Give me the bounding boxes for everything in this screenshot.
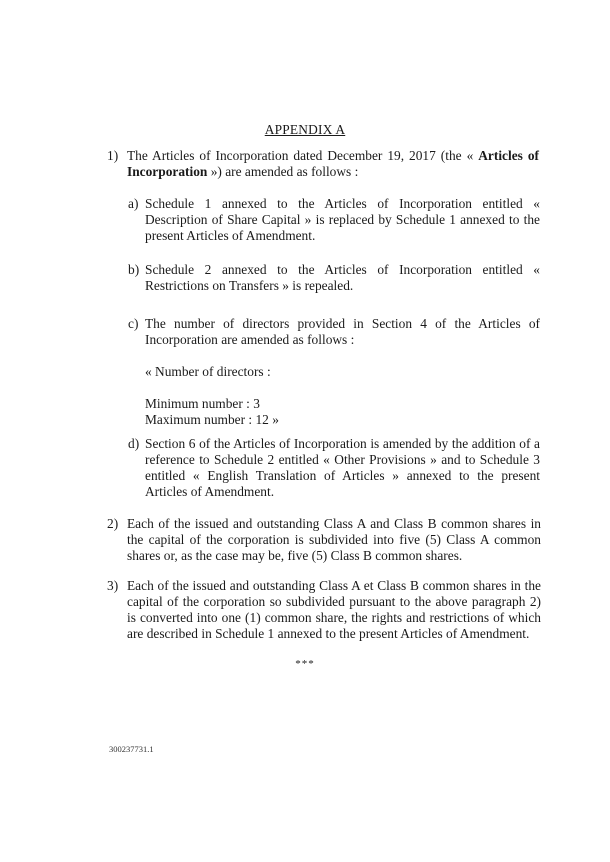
section-separator: *** <box>295 658 315 670</box>
sub-item-c-body: The number of directors provided in Section 4 of the Articles of Incorporation are amended as follows : <box>145 316 540 347</box>
sub-item-b-label: b) <box>128 262 140 277</box>
directors-heading: « Number of directors : <box>145 364 271 379</box>
sub-item-b <box>128 262 540 294</box>
sub-item-c <box>128 316 540 428</box>
item-2-text: Each of the issued and outstanding Class A and Class B common shares in the capital of the corporation is subdivided into five (5) Class A common shares or, as the case may be, five (5) Class B common shares. <box>127 516 541 563</box>
item-1-text-a: The Articles of Incorporation dated December 19, 2017 (the « <box>127 148 479 163</box>
document-reference-number: 300237731.1 <box>109 744 154 754</box>
item-1-text <box>127 148 539 180</box>
item-1 <box>109 148 539 180</box>
sub-item-d-label: d) <box>128 436 140 451</box>
sub-item-d-text: Section 6 of the Articles of Incorporation is amended by the addition of a reference to Schedule 2 entitled « Other Provisions » and to Schedule 3 entitled « English Translation of Articles » annexed to the present Articles of Amendment. <box>145 436 540 499</box>
sub-item-d <box>128 436 540 500</box>
item-3-text: Each of the issued and outstanding Class A et Class B common shares in the capital of the corporation so subdivided pursuant to the above paragraph 2) is converted into one (1) common share, the rights and restrictions of which are described in Schedule 1 annexed to the present Articles of Amendment. <box>127 578 541 641</box>
appendix-title: APPENDIX A <box>264 122 346 137</box>
sub-item-a <box>128 196 540 244</box>
sub-item-a-label: a) <box>128 196 139 211</box>
item-3 <box>109 578 541 642</box>
sub-item-a-text: Schedule 1 annexed to the Articles of Incorporation entitled « Description of Share Capital » is replaced by Schedule 1 annexed to the present Articles of Amendment. <box>145 196 540 243</box>
item-3-number: 3) <box>107 578 119 593</box>
sub-item-b-text: Schedule 2 annexed to the Articles of Incorporation entitled « Restrictions on Transfers » is repealed. <box>145 262 540 293</box>
directors-minimum: Minimum number : 3 <box>145 396 260 411</box>
sub-item-c-label: c) <box>128 316 139 331</box>
item-1-text-b: ») are amended as follows : <box>207 164 359 179</box>
item-2 <box>109 516 541 564</box>
item-2-number: 2) <box>107 516 119 531</box>
item-1-bold-term: Articles of Incorporation <box>127 148 539 179</box>
directors-maximum: Maximum number : 12 » <box>145 412 279 427</box>
item-1-number: 1) <box>107 148 119 163</box>
sub-item-c-text <box>145 316 540 428</box>
